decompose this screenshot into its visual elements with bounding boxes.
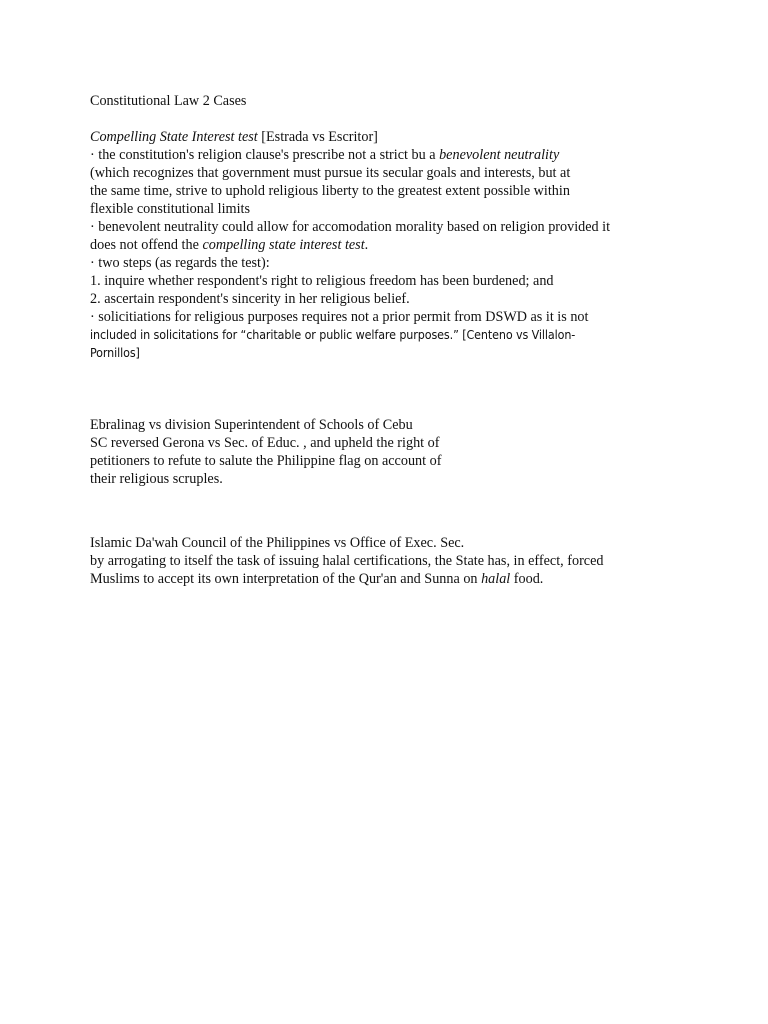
section2-line3: petitioners to refute to salute the Philippine flag on account of	[90, 453, 442, 469]
bullet2-italic: compelling state interest test	[202, 237, 365, 253]
section1-bullet3: · two steps (as regards the test):	[90, 255, 270, 271]
section3-line2: by arrogating to itself the task of issuing halal certifications, the State has, in effect, forced	[90, 553, 604, 569]
section1-bullet1-line3: the same time, strive to uphold religious liberty to the greatest extent possible within	[90, 183, 570, 199]
section-spacer	[90, 362, 690, 416]
section1-bullet4-line2	[90, 326, 690, 344]
bullet1-text: · the constitution's religion clause's prescribe not a strict bu a	[90, 147, 440, 163]
bullet4-case-end: Pornillos]	[90, 345, 140, 360]
section1-step2: 2. ascertain respondent's sincerity in her religious belief.	[90, 291, 410, 307]
bullet2-period: .	[364, 237, 369, 253]
section1-heading-case: [Estrada vs Escritor]	[257, 129, 378, 145]
section1-bullet1-line4: flexible constitutional limits	[90, 201, 250, 217]
section1-bullet1-line2: (which recognizes that government must pursue its secular goals and interests, but at	[90, 165, 571, 181]
section1-bullet4-line1: · solicitiations for religious purposes requires not a prior permit from DSWD as it is not	[90, 309, 589, 325]
document-body	[90, 92, 690, 588]
section1-heading	[90, 128, 690, 146]
section1-heading-italic: Compelling State Interest test	[90, 129, 258, 145]
section3-text: Muslims to accept its own interpretation of the Qur'an and Sunna on	[90, 571, 482, 587]
section3-italic: halal	[481, 571, 511, 587]
section3-line1: Islamic Da'wah Council of the Philippines vs Office of Exec. Sec.	[90, 535, 465, 551]
bullet4-case: [Centeno vs Villalon-	[458, 327, 576, 342]
section3-text-end: food.	[510, 571, 544, 587]
section2-line2: SC reversed Gerona vs Sec. of Educ. , and upheld the right of	[90, 435, 440, 451]
section2-line1: Ebralinag vs division Superintendent of Schools of Cebu	[90, 417, 413, 433]
section1-bullet2-line1: · benevolent neutrality could allow for accomodation morality based on religion provided it	[90, 219, 611, 235]
section2-line4: their religious scruples.	[90, 471, 223, 487]
bullet4-quote: included in solicitations for “charitable or public welfare purposes.”	[90, 327, 459, 342]
section3-line3	[90, 570, 690, 588]
document-title: Constitutional Law 2 Cases	[90, 93, 247, 109]
section1-bullet1-line1	[90, 146, 690, 164]
section1-bullet4-line3	[90, 344, 690, 362]
bullet1-italic: benevolent neutrality	[439, 147, 560, 163]
bullet2-text: does not offend the	[90, 237, 203, 253]
section1-bullet2-line2	[90, 236, 690, 254]
section1-step1: 1. inquire whether respondent's right to religious freedom has been burdened; and	[90, 273, 554, 289]
section-spacer	[90, 488, 690, 534]
